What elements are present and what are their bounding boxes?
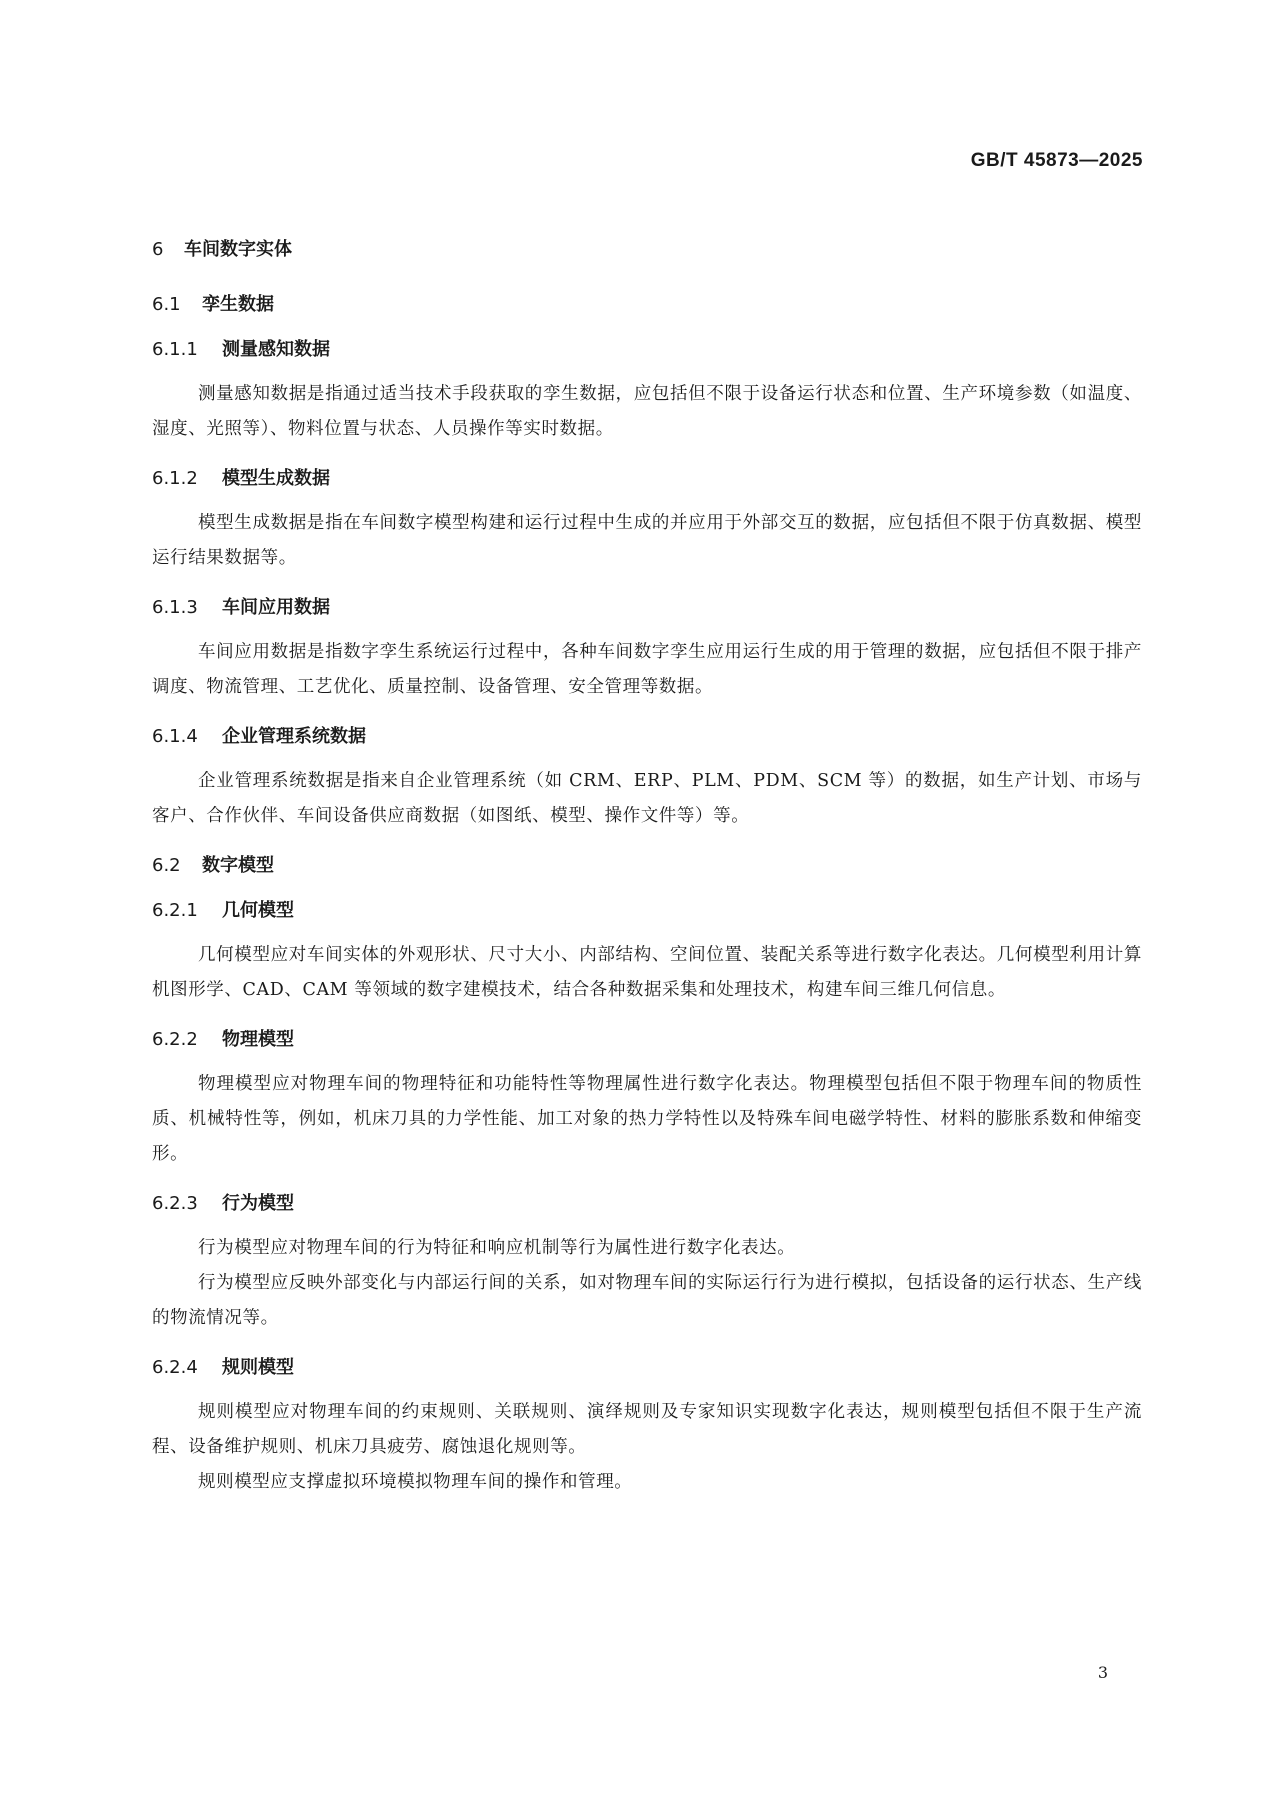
section-title: 车间数字实体 (184, 239, 292, 260)
section-number: 6.2.2 (152, 1029, 198, 1050)
section-6-1-1-heading (152, 336, 1142, 364)
paragraph: 规则模型应对物理车间的约束规则、关联规则、演绎规则及专家知识实现数字化表达，规则模型包括但不限于生产流程、设备维护规则、机床刀具疲劳、腐蚀退化规则等。 (152, 1402, 1142, 1457)
paragraph: 企业管理系统数据是指来自企业管理系统（如 CRM、ERP、PLM、PDM、SCM 等）的数据，如生产计划、市场与客户、合作伙伴、车间设备供应商数据（如图纸、模型、操作文件等）等。 (152, 771, 1142, 826)
section-6-1-2-heading (152, 465, 1142, 493)
section-number: 6.2.4 (152, 1357, 198, 1378)
section-title: 车间应用数据 (222, 597, 330, 618)
section-title: 企业管理系统数据 (222, 726, 366, 747)
section-number: 6 (152, 239, 164, 260)
section-title: 几何模型 (222, 900, 294, 921)
section-6-2-2-heading (152, 1026, 1142, 1054)
section-number: 6.1.1 (152, 339, 198, 360)
section-6-2-1-heading (152, 897, 1142, 925)
paragraph: 几何模型应对车间实体的外观形状、尺寸大小、内部结构、空间位置、装配关系等进行数字化表达。几何模型利用计算机图形学、CAD、CAM 等领域的数字建模技术，结合各种数据采集和处理技术，构建车间三维几何信息。 (152, 945, 1142, 1000)
paragraph: 规则模型应支撑虚拟环境模拟物理车间的操作和管理。 (198, 1472, 633, 1492)
section-number: 6.2.3 (152, 1193, 198, 1214)
section-title: 孪生数据 (202, 294, 274, 315)
section-number: 6.1.4 (152, 726, 198, 747)
section-title: 行为模型 (222, 1193, 294, 1214)
document-body (152, 236, 1142, 1518)
section-6-2-heading (152, 852, 1142, 880)
section-title: 规则模型 (222, 1357, 294, 1378)
section-number: 6.2 (152, 855, 181, 876)
section-title: 物理模型 (222, 1029, 294, 1050)
page-number: 3 (1097, 1663, 1108, 1682)
section-6-2-1-body (152, 938, 1142, 1008)
section-6-2-3-body (152, 1231, 1142, 1336)
standard-number: GB/T 45873—2025 (970, 150, 1143, 171)
section-number: 6.1.3 (152, 597, 198, 618)
section-title: 模型生成数据 (222, 468, 330, 489)
section-6-1-4-heading (152, 723, 1142, 751)
paragraph: 行为模型应反映外部变化与内部运行间的关系，如对物理车间的实际运行行为进行模拟，包括设备的运行状态、生产线的物流情况等。 (152, 1273, 1142, 1328)
section-6-1-4-body (152, 764, 1142, 834)
section-6-1-2-body (152, 506, 1142, 576)
paragraph: 车间应用数据是指数字孪生系统运行过程中，各种车间数字孪生应用运行生成的用于管理的数据，应包括但不限于排产调度、物流管理、工艺优化、质量控制、设备管理、安全管理等数据。 (152, 642, 1142, 697)
section-6-2-3-heading (152, 1190, 1142, 1218)
paragraph: 物理模型应对物理车间的物理特征和功能特性等物理属性进行数字化表达。物理模型包括但不限于物理车间的物质性质、机械特性等，例如，机床刀具的力学性能、加工对象的热力学特性以及特殊车间电磁学特性、材料的膨胀系数和伸缩变形。 (152, 1074, 1142, 1164)
paragraph: 模型生成数据是指在车间数字模型构建和运行过程中生成的并应用于外部交互的数据，应包括但不限于仿真数据、模型运行结果数据等。 (152, 513, 1142, 568)
section-title: 测量感知数据 (222, 339, 330, 360)
section-6-1-heading (152, 291, 1142, 319)
section-6-2-2-body (152, 1067, 1142, 1172)
section-6-1-1-body (152, 377, 1142, 447)
section-title: 数字模型 (202, 855, 274, 876)
section-6-1-3-body (152, 635, 1142, 705)
section-number: 6.1 (152, 294, 181, 315)
section-number: 6.1.2 (152, 468, 198, 489)
section-6-1-3-heading (152, 594, 1142, 622)
paragraph: 行为模型应对物理车间的行为特征和响应机制等行为属性进行数字化表达。 (198, 1238, 796, 1258)
section-6-heading (152, 236, 1142, 264)
section-number: 6.2.1 (152, 900, 198, 921)
section-6-2-4-heading (152, 1354, 1142, 1382)
section-6-2-4-body (152, 1395, 1142, 1500)
paragraph: 测量感知数据是指通过适当技术手段获取的孪生数据，应包括但不限于设备运行状态和位置、生产环境参数（如温度、湿度、光照等）、物料位置与状态、人员操作等实时数据。 (152, 384, 1142, 439)
